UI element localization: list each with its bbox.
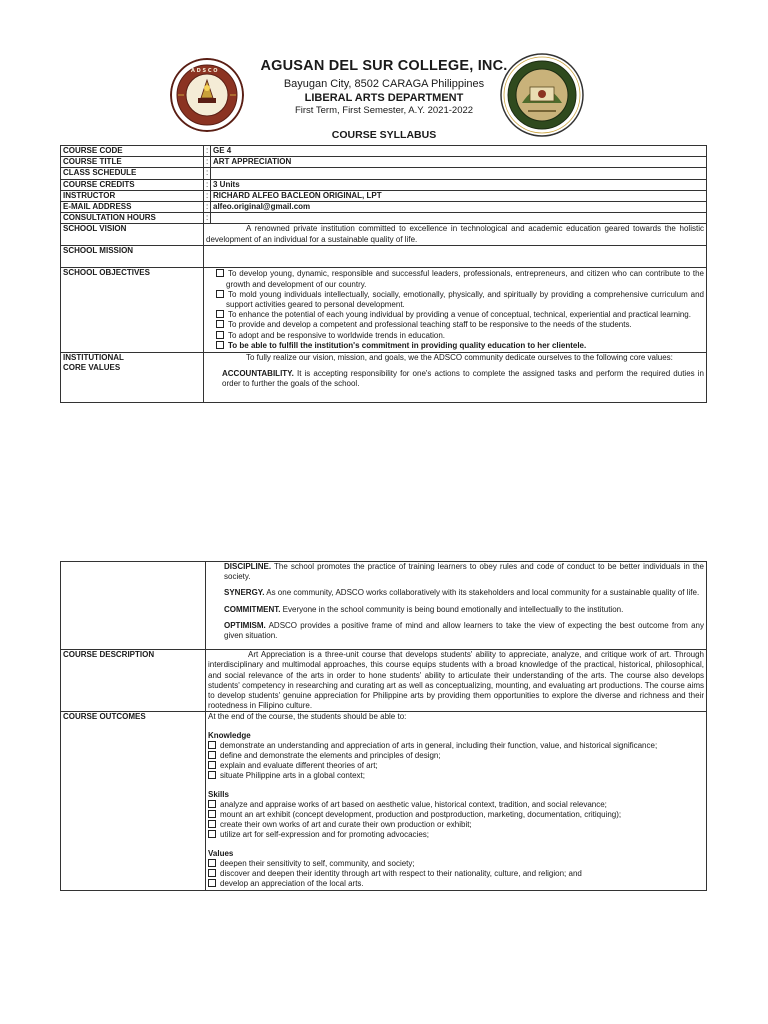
outcomes-label: COURSE OUTCOMES [61, 712, 206, 891]
row-colon: : [204, 213, 211, 224]
core-values-intro: To fully realize our vision, mission, and goals, we the ADSCO community dedicate ourselves to the following core values: [246, 353, 673, 363]
description-text: Art Appreciation is a three-unit course that develops students' ability to appreciate, analyze, and critique work of art. Through interdisciplinary and multimodal approaches, this course equips students with a broad knowledge of the practical, historical, philosophical, and social relevance of the arts in order to hone students' ability to articulate their understanding of the arts. The course also develops students' competency in researching and curating art as well as conceptualizing, mounting, and evaluating art productions. The course aims to develop students' genuine appreciation for Philippine arts by providing them opportunities to explore the diverse and richness and their rootedness in Filipino culture. [206, 650, 707, 712]
table-row [61, 268, 707, 353]
table-row [61, 213, 707, 224]
list-item: To provide and develop a competent and professional teaching staff to be responsive to the needs of the students. [206, 320, 704, 330]
checkbox-icon [216, 341, 224, 349]
row-colon: : [204, 202, 211, 213]
svg-text:A D S C O: A D S C O [191, 68, 218, 74]
row-label: COURSE CREDITS [61, 179, 204, 190]
checkbox-icon [208, 771, 216, 779]
value-discipline: DISCIPLINE. The school promotes the practice of training learners to obey rules and code of conduct to be better individuals in the society. [224, 562, 704, 582]
checkbox-icon [208, 810, 216, 818]
values-list [208, 859, 704, 890]
document-title: COURSE SYLLABUS [331, 129, 437, 141]
list-item: create their own works of art and curate their own production or exhibit; [208, 820, 704, 830]
list-item: deepen their sensitivity to self, community, and society; [208, 859, 704, 869]
list-item: explain and evaluate different theories of art; [208, 761, 704, 771]
row-value: RICHARD ALFEO BACLEON ORIGINAL, LPT [211, 190, 707, 201]
core-values-cell [204, 353, 707, 403]
list-item: discover and deepen their identity through art with respect to their nationality, culture, and religion; and [208, 869, 704, 879]
knowledge-list [208, 741, 704, 782]
core-values-continued [206, 562, 707, 650]
objectives-cell [204, 268, 707, 353]
table-row [61, 562, 707, 650]
row-value: 3 Units [211, 179, 707, 190]
checkbox-icon [216, 310, 224, 318]
table-row [61, 712, 707, 891]
table-row [61, 353, 707, 403]
list-item: mount an art exhibit (concept development, production and postproduction, marketing, documentation, critiquing); [208, 810, 704, 820]
list-item: develop an appreciation of the local arts. [208, 879, 704, 889]
value-optimism: OPTIMISM. ADSCO provides a positive frame of mind and allow learners to take the view of expecting the best outcome from any given situation. [224, 620, 704, 641]
list-item: To mold young individuals intellectually, socially, emotionally, physically, and spiritually by providing a comprehensive curriculum and support activities geared to personal development. [206, 290, 704, 310]
mission-label: SCHOOL MISSION [61, 246, 204, 268]
checkbox-icon [208, 800, 216, 808]
table-row [61, 202, 707, 213]
table-row [61, 157, 707, 168]
checkbox-icon [216, 331, 224, 339]
row-label: CLASS SCHEDULE [61, 168, 204, 179]
vision-text: A renowned private institution committed to excellence in technological and academic education geared towards the holistic development of an individual for a sustainable quality of life. [204, 224, 707, 246]
list-item: analyze and appraise works of art based on aesthetic value, historical context, tradition, and social relevance; [208, 800, 704, 810]
value-synergy: SYNERGY. As one community, ADSCO works collaboratively with its stakeholders and local community for a sustainable quality of life. [224, 588, 700, 598]
value-accountability: ACCOUNTABILITY. It is accepting responsibility for one's actions to complete the assigned tasks and perform the required duties in order to further the goals of the school. [222, 369, 704, 389]
list-item: situate Philippine arts in a global context; [208, 771, 704, 781]
outcomes-cell [206, 712, 707, 891]
checkbox-icon [208, 879, 216, 887]
table-row [61, 146, 707, 157]
table-row [61, 246, 707, 268]
row-label: E-MAIL ADDRESS [61, 202, 204, 213]
row-value [211, 213, 707, 224]
list-item: define and demonstrate the elements and principles of design; [208, 751, 704, 761]
table-row [61, 179, 707, 190]
row-value: GE 4 [211, 146, 707, 157]
checkbox-icon [208, 859, 216, 867]
vision-label: SCHOOL VISION [61, 224, 204, 246]
row-colon: : [204, 190, 211, 201]
list-item: To develop young, dynamic, responsible and successful leaders, professionals, entrepreneurs, and citizen who can contribute to the growth and development of our country. [206, 269, 704, 289]
table-row [61, 190, 707, 201]
outcomes-intro: At the end of the course, the students should be able to: [208, 712, 407, 722]
row-label: COURSE CODE [61, 146, 204, 157]
row-value: ART APPRECIATION [211, 157, 707, 168]
skills-list [208, 800, 704, 841]
syllabus-table-2 [60, 561, 707, 891]
email-value: alfeo.original@gmail.com [211, 202, 707, 213]
row-label: COURSE TITLE [61, 157, 204, 168]
checkbox-icon [208, 761, 216, 769]
core-values-label: INSTITUTIONAL CORE VALUES [61, 353, 204, 403]
knowledge-heading: Knowledge [208, 730, 251, 740]
values-heading: Values [208, 848, 234, 858]
checkbox-icon [216, 320, 224, 328]
department-name: LIBERAL ARTS DEPARTMENT [304, 92, 464, 104]
list-item: To be able to fulfill the institution's commitment in providing quality education to her clientele. [206, 341, 704, 351]
table-row [61, 224, 707, 246]
institution-name: AGUSAN DEL SUR COLLEGE, INC. [260, 58, 508, 74]
value-commitment: COMMITMENT. Everyone in the school community is being bound emotionally and intellectually to the institution. [224, 604, 624, 614]
checkbox-icon [208, 751, 216, 759]
blank-label-cell [61, 562, 206, 650]
list-item: To adopt and be responsive to worldwide trends in education. [206, 331, 704, 341]
table-row [61, 168, 707, 179]
checkbox-icon [208, 869, 216, 877]
row-colon: : [204, 146, 211, 157]
checkbox-icon [216, 269, 224, 277]
table-row [61, 650, 707, 712]
list-item: To enhance the potential of each young individual by providing a venue of conceptual, technical, experiential and practical learning. [206, 310, 704, 320]
row-label: CONSULTATION HOURS [61, 213, 204, 224]
mission-text [204, 246, 707, 268]
skills-heading: Skills [208, 789, 229, 799]
academic-term: First Term, First Semester, A.Y. 2021-2022 [294, 105, 474, 116]
checkbox-icon [216, 290, 224, 298]
row-colon: : [204, 157, 211, 168]
syllabus-table-1 [60, 145, 707, 403]
institution-address: Bayugan City, 8502 CARAGA Philippines [283, 78, 485, 90]
checkbox-icon [208, 741, 216, 749]
list-item: demonstrate an understanding and appreciation of arts in general, including their function, value, and historical significance; [208, 741, 704, 751]
checkbox-icon [208, 820, 216, 828]
row-colon: : [204, 168, 211, 179]
checkbox-icon [208, 830, 216, 838]
list-item: utilize art for self-expression and for promoting advocacies; [208, 830, 704, 840]
row-colon: : [204, 179, 211, 190]
row-label: INSTRUCTOR [61, 190, 204, 201]
row-value [211, 168, 707, 179]
description-label: COURSE DESCRIPTION [61, 650, 206, 712]
objectives-label: SCHOOL OBJECTIVES [61, 268, 204, 353]
